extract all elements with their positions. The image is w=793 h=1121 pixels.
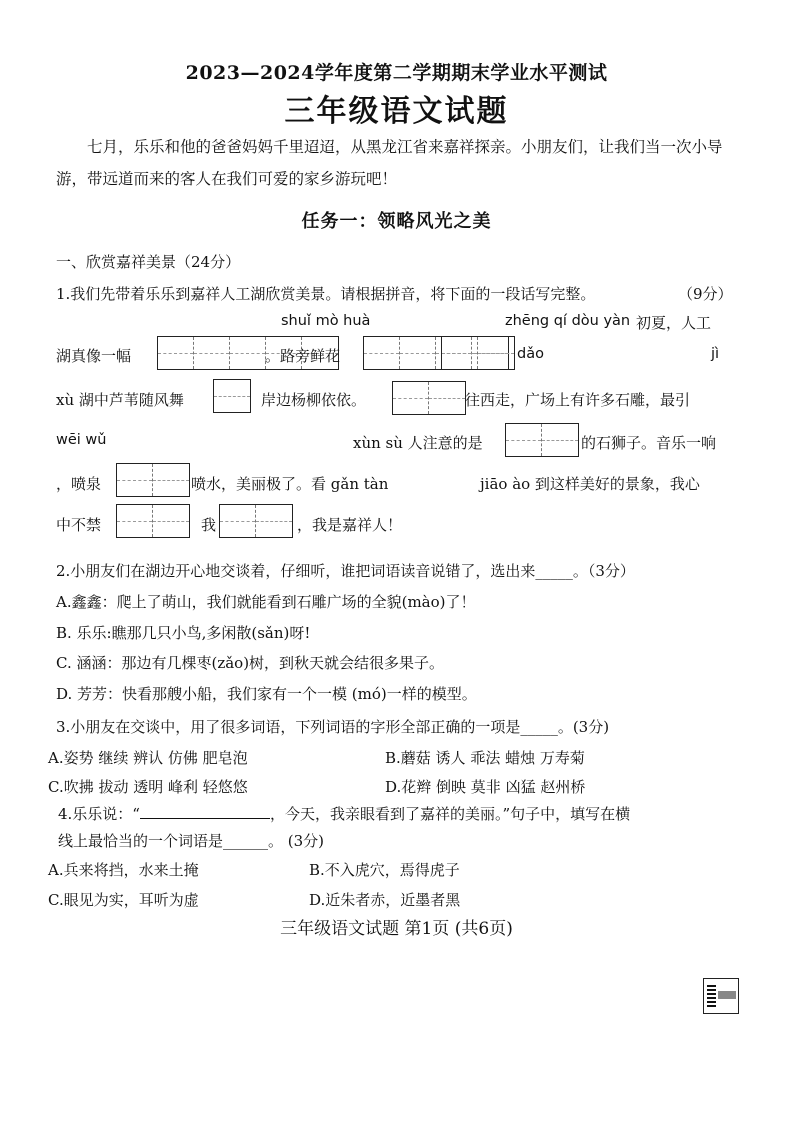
pinyin-weiwu: wēi wǔ	[56, 432, 107, 448]
q1-text-penquan: ，喷泉	[56, 475, 102, 493]
q2-stem: 2.小朋友们在湖边开心地交谈着，仔细听，谁把词语读音说错了，选出来_____。（3分）	[56, 562, 635, 580]
q4-stem-line1	[58, 803, 630, 824]
paper-title: 三年级语文试题	[284, 94, 509, 129]
q3-option-a: A.姿势 继续 辨认 仿佛 肥皂泡	[48, 749, 248, 767]
answer-grid-zhengqidouyan-2[interactable]	[441, 336, 515, 370]
q2-option-a: A.鑫鑫：爬上了萌山，我们就能看到石雕广场的全貌(mào)了！	[56, 593, 476, 611]
q1-text-penshui: 喷水，美丽极了。看 gǎn tàn	[191, 475, 389, 493]
q3-option-d: D.花辫 倒映 莫非 凶猛 赵州桥	[385, 778, 586, 796]
q3-stem: 3.小朋友在交谈中，用了很多词语，下列词语的字形全部正确的一项是_____。(3分)	[56, 718, 610, 736]
pinyin-zhengqidouyan: zhēng qí dòu yàn	[505, 313, 631, 329]
q1-text-jiaoao: jiāo ào 到这样美好的景象，我心	[480, 475, 700, 493]
q1-text-wangxi: 往西走，广场上有许多石雕，最引	[465, 391, 691, 409]
q3-option-b: B.蘑菇 诱人 乖法 蜡烛 万寿菊	[385, 749, 585, 767]
q4-stem-a: 4.乐乐说：“	[58, 805, 140, 823]
answer-grid-gantan[interactable]	[116, 504, 190, 538]
q4-blank[interactable]	[140, 804, 270, 819]
q1-score: （9分）	[678, 285, 733, 303]
q4-stem-line2: 线上最恰当的一个词语是______。 (3分)	[58, 832, 325, 850]
answer-grid-xunsu[interactable]	[505, 423, 579, 457]
q4-option-c: C.眼见为实，耳听为虚	[48, 891, 199, 909]
qr-code-icon	[703, 978, 739, 1014]
q1-text-anbian: 岸边杨柳依依。	[261, 391, 367, 409]
q4-option-a: A.兵来将挡，水来土掩	[48, 861, 199, 879]
q1-text-chuxia: 初夏，人工	[636, 314, 712, 332]
page-footer: 三年级语文试题 第1页 (共6页)	[280, 919, 513, 939]
q1-stem: 1.我们先带着乐乐到嘉祥人工湖欣赏美景。请根据拼音，将下面的一段话写完整。	[56, 285, 596, 303]
q2-option-d: D. 芳芳：快看那艘小船，我们家有一个一模 (mó)一样的模型。	[56, 685, 477, 703]
q1-text-huzhen: 湖真像一幅	[56, 347, 132, 365]
q1-text-jiaxiang: ，我是嘉祥人！	[297, 516, 403, 534]
answer-grid-daoji[interactable]	[213, 379, 251, 413]
q1-text-wo: 我	[201, 516, 217, 534]
pinyin-shuimohua: shuǐ mò huà	[281, 313, 371, 329]
answer-grid-weiwu[interactable]	[392, 381, 466, 415]
q1-text-xu: xù 湖中芦苇随风舞	[56, 391, 184, 409]
answer-grid-jiaoao[interactable]	[219, 504, 293, 538]
section1-heading: 一、欣赏嘉祥美景（24分）	[56, 253, 241, 271]
q1-text-shishizi: 的石狮子。音乐一响	[581, 434, 717, 452]
q4-option-d: D.近朱者赤，近墨者黑	[309, 891, 461, 909]
q1-text-xunsu: xùn sù 人注意的是	[353, 434, 483, 452]
exam-title: 2023—2024学年度第二学期期末学业水平测试	[185, 62, 608, 84]
pinyin-dao: dǎo	[517, 346, 544, 362]
q1-text-lupang: 。路旁鲜花	[265, 347, 341, 365]
answer-grid-penquan[interactable]	[116, 463, 190, 497]
q4-option-b: B.不入虎穴，焉得虎子	[309, 861, 460, 879]
q3-option-c: C.吹拂 拔动 透明 峰利 轻悠悠	[48, 778, 248, 796]
intro-paragraph: 七月，乐乐和他的爸爸妈妈千里迢迢，从黑龙江省来嘉祥探亲。小朋友们，让我们当一次小导游，带远道而来的客人在我们可爱的家乡游玩吧！	[56, 138, 723, 188]
q2-option-b: B. 乐乐:瞧那几只小鸟,多闲散(sǎn)呀!	[56, 624, 311, 642]
task1-title: 任务一：领略风光之美	[301, 211, 492, 232]
pinyin-ji: jì	[711, 346, 720, 362]
q1-text-zhongbujin: 中不禁	[56, 516, 102, 534]
q4-stem-b: ，今天，我亲眼看到了嘉祥的美丽。”句子中，填写在横	[269, 805, 631, 823]
q2-option-c: C. 涵涵：那边有几棵枣(zǎo)树，到秋天就会结很多果子。	[56, 654, 445, 672]
